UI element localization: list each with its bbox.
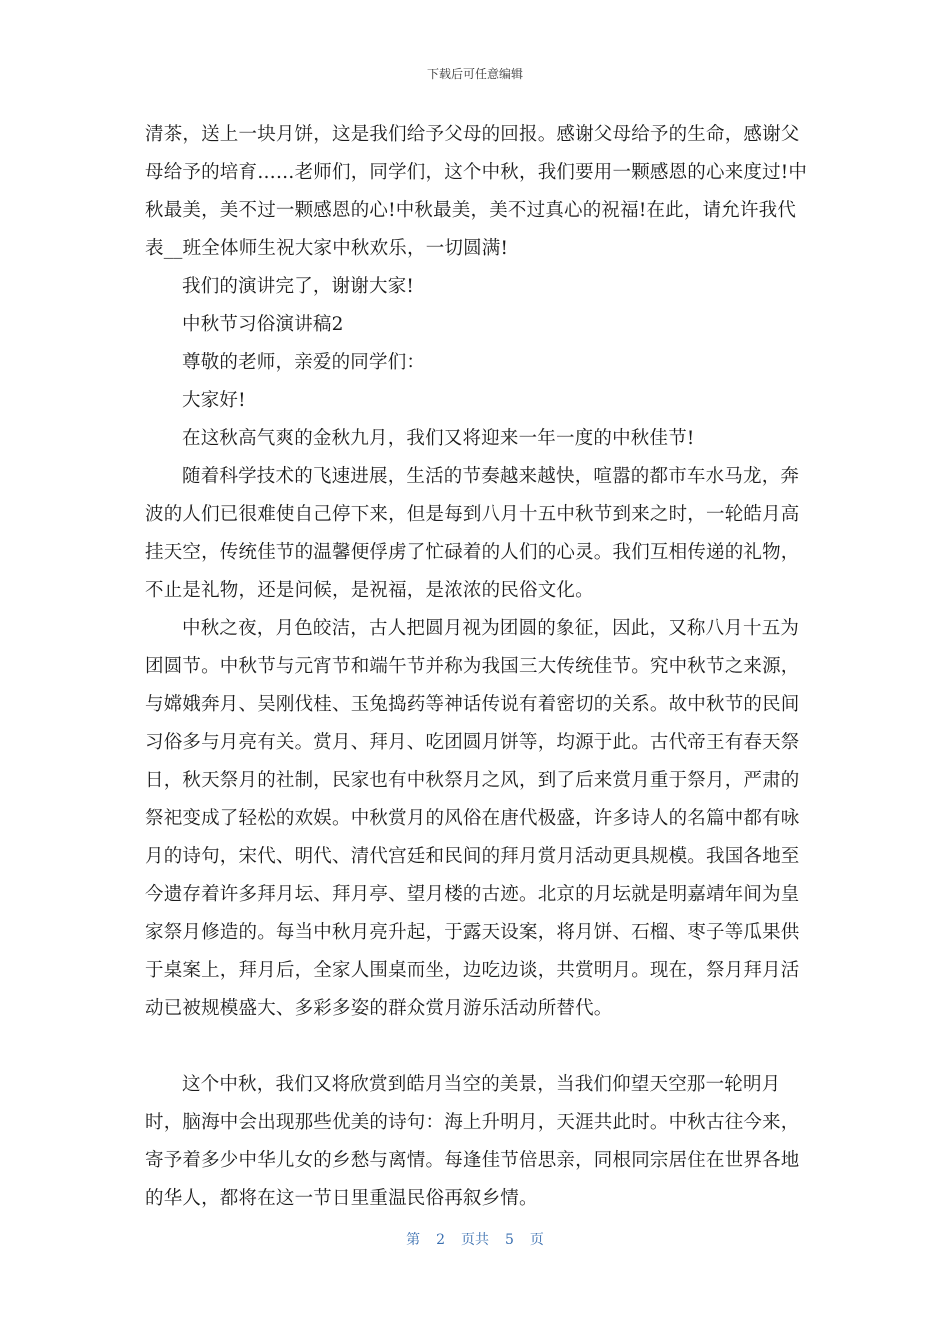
- paragraph-technology: 随着科学技术的飞速进展，生活的节奏越来越快，喧嚣的都市车水马龙，奔波的人们已很难使自己停下来，但是每到八月十五中秋节到来之时，一轮皓月高挂天空，传统佳节的温馨便俘虏了忙碌着的人们的心灵。我们互相传递的礼物，不止是礼物，还是问候，是祝福，是浓浓的民俗文化。: [145, 466, 800, 601]
- paragraph-intro: 在这秋高气爽的金秋九月，我们又将迎来一年一度的中秋佳节!: [182, 428, 695, 449]
- section-title: 中秋节习俗演讲稿2: [182, 314, 344, 335]
- paragraph-poetry: 这个中秋，我们又将欣赏到皓月当空的美景，当我们仰望天空那一轮明月时，脑海中会出现那些优美的诗句：海上升明月，天涯共此时。中秋古往今来，寄予着多少中华儿女的乡愁与离情。每逢佳节倍思亲，同根同宗居住在世界各地的华人，都将在这一节日里重温民俗再叙乡情。: [145, 1074, 800, 1209]
- paragraph-closing: 我们的演讲完了，谢谢大家!: [182, 276, 415, 297]
- page-header: 下载后可任意编辑: [426, 67, 523, 81]
- greeting: 大家好!: [182, 390, 246, 411]
- salutation: 尊敬的老师，亲爱的同学们：: [182, 352, 426, 373]
- paragraph-history: 中秋之夜，月色皎洁，古人把圆月视为团圆的象征，因此，又称八月十五为团圆节。中秋节与元宵节和端午节并称为我国三大传统佳节。究中秋节之来源，与嫦娥奔月、吴刚伐桂、玉兔捣药等神话传说有着密切的关系。故中秋节的民间习俗多与月亮有关。赏月、拜月、吃团圆月饼等，均源于此。古代帝王有春天祭日，秋天祭月的社制，民家也有中秋祭月之风，到了后来赏月重于祭月，严肃的祭祀变成了轻松的欢娱。中秋赏月的风俗在唐代极盛，许多诗人的名篇中都有咏月的诗句，宋代、明代、清代宫廷和民间的拜月赏月活动更具规模。我国各地至今遗存着许多拜月坛、拜月亭、望月楼的古迹。北京的月坛就是明嘉靖年间为皇家祭月修造的。每当中秋月亮升起，于露天设案，将月饼、石榴、枣子等瓜果供于桌案上，拜月后，全家人围桌而坐，边吃边谈，共赏明月。现在，祭月拜月活动已被规模盛大、多彩多姿的群众赏月游乐活动所替代。: [145, 618, 800, 1019]
- paragraph-continued: 清茶，送上一块月饼，这是我们给予父母的回报。感谢父母给予的生命，感谢父母给予的培育……老师们，同学们，这个中秋，我们要用一颗感恩的心来度过!中秋最美，美不过一颗感恩的心!中秋最美，美不过真心的祝福!在此，请允许我代表__班全体师生祝大家中秋欢乐，一切圆满!: [145, 124, 808, 259]
- document-body: [145, 116, 813, 1218]
- footer-page-number: 2: [436, 1232, 445, 1248]
- footer-ye: 页: [529, 1232, 544, 1248]
- footer-total-pages: 5: [505, 1232, 514, 1248]
- page-footer: [0, 1230, 950, 1250]
- footer-di: 第: [406, 1232, 421, 1248]
- footer-ye-gong: 页共: [461, 1232, 489, 1248]
